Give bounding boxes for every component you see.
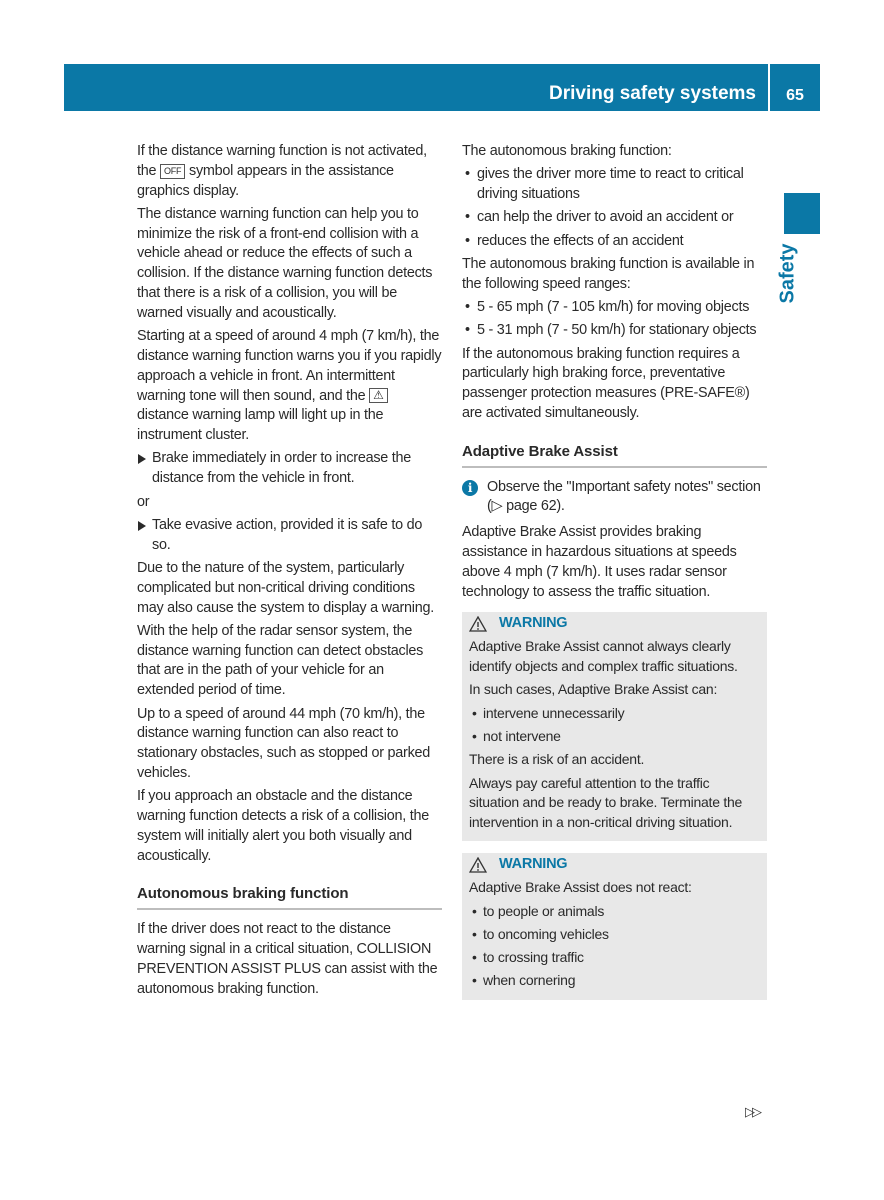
warning-box xyxy=(462,853,767,999)
list-item: • reduces the effects of an accident xyxy=(462,232,767,252)
action-arrow-icon xyxy=(138,454,146,464)
paragraph: If the autonomous braking function requires a particularly high braking force, preventative passenger protection measures (PRE-SAFE®) are activated simultaneously. xyxy=(462,345,750,422)
list-item: • to people or animals xyxy=(469,902,760,922)
text: Brake immediately in order to increase the distance from the vehicle in front. xyxy=(152,450,412,487)
paragraph: The autonomous braking function is available in the following speed ranges: xyxy=(462,255,755,292)
paragraph: In such cases, Adaptive Brake Assist can: xyxy=(469,681,718,698)
section-tab-label: Safety xyxy=(776,243,799,304)
list-item: • 5 - 31 mph (7 - 50 km/h) for stationary objects xyxy=(462,321,767,341)
left-column xyxy=(137,142,442,1003)
text: Starting at a speed of around 4 mph (7 km/h), the distance warning function warns you if you rapidly approach a vehicle in front. An intermittent warning tone will then sound, and the xyxy=(137,328,442,404)
distance-warning-off-icon: OFF xyxy=(160,164,185,179)
warning-title: WARNING xyxy=(499,615,568,632)
list-item: • gives the driver more time to react to critical driving situations xyxy=(462,165,767,205)
continued-icon: ▷▷ xyxy=(745,1104,759,1119)
paragraph: Adaptive Brake Assist does not react: xyxy=(469,879,692,896)
bullet-list xyxy=(469,902,760,992)
right-column xyxy=(462,142,767,1012)
warning-header xyxy=(469,855,760,875)
distance-warning-lamp-icon: ⚠ xyxy=(369,388,388,403)
bullet-list xyxy=(469,704,760,747)
text: symbol appears in the assistance graphics display. xyxy=(137,162,394,199)
warning-title: WARNING xyxy=(499,856,568,873)
list-item: • to oncoming vehicles xyxy=(469,925,760,945)
paragraph: Always pay careful attention to the traffic situation and be ready to brake. Terminate the intervention in a non-critical driving situation. xyxy=(469,774,743,831)
paragraph: With the help of the radar sensor system, the distance warning function can detect obstacles that are in the path of your vehicle for an extended period of time. xyxy=(137,622,424,699)
paragraph: If the driver does not react to the distance warning signal in a critical situation, COLLISION PREVENTION ASSIST PLUS can assist with the autonomous braking function. xyxy=(137,921,438,997)
list-item: • to crossing traffic xyxy=(469,948,760,968)
info-note xyxy=(462,478,767,518)
list-item: • 5 - 65 mph (7 - 105 km/h) for moving objects xyxy=(462,298,767,318)
action-step xyxy=(137,449,442,489)
paragraph: Adaptive Brake Assist cannot always clearly identify objects and complex traffic situations. xyxy=(469,638,738,675)
page-number-text: 65 xyxy=(786,87,804,104)
section-heading: Autonomous braking function xyxy=(137,884,442,910)
action-step xyxy=(137,516,442,556)
warning-triangle-icon xyxy=(469,616,487,632)
paragraph: Due to the nature of the system, particularly complicated but non-critical driving conditions may also cause the system to display a warning. xyxy=(137,559,434,616)
list-item: • when cornering xyxy=(469,971,760,991)
paragraph: If you approach an obstacle and the distance warning function detects a risk of a collision, the system will initially alert you both visually and acoustically. xyxy=(137,788,430,864)
page-number xyxy=(770,64,820,111)
section-tab-marker xyxy=(784,193,820,234)
paragraph: The autonomous braking function: xyxy=(462,143,672,159)
paragraph: The distance warning function can help you to minimize the risk of a front-end collision with a vehicle ahead or reduce the effects of such a collision. If the distance warning function detects that there is a risk of a collision, you will be warned visually and acoustically. xyxy=(137,205,433,321)
text[interactable]: Observe the "Important safety notes" section (▷ page 62). xyxy=(487,478,761,515)
paragraph: There is a risk of an accident. xyxy=(469,751,645,768)
chapter-title: Driving safety systems xyxy=(549,83,756,104)
list-item: • can help the driver to avoid an accident or xyxy=(462,208,767,228)
page-header xyxy=(64,64,768,111)
warning-box xyxy=(462,612,767,841)
list-item: • not intervene xyxy=(469,727,760,747)
section-tab xyxy=(770,240,810,310)
paragraph: Adaptive Brake Assist provides braking assistance in hazardous situations at speeds above 4 mph (7 km/h). It uses radar sensor technology to assess the traffic situation. xyxy=(462,524,737,600)
text: Take evasive action, provided it is safe to do so. xyxy=(152,516,423,553)
bullet-list xyxy=(462,298,767,341)
section-heading: Adaptive Brake Assist xyxy=(462,442,767,468)
paragraph: Up to a speed of around 44 mph (70 km/h), the distance warning function can also react to stationary obstacles, such as stopped or parked vehicles. xyxy=(137,705,431,781)
paragraph xyxy=(137,327,442,446)
list-item: • intervene unnecessarily xyxy=(469,704,760,724)
warning-header xyxy=(469,614,760,634)
text: distance warning lamp will light up in the instrument cluster. xyxy=(137,407,384,444)
action-arrow-icon xyxy=(138,521,146,531)
text: If the distance warning function is not activated, the xyxy=(137,143,427,179)
info-icon: i xyxy=(462,480,478,496)
paragraph xyxy=(137,142,442,201)
bullet-list xyxy=(462,165,767,251)
warning-triangle-icon xyxy=(469,857,487,873)
paragraph: or xyxy=(137,493,150,510)
